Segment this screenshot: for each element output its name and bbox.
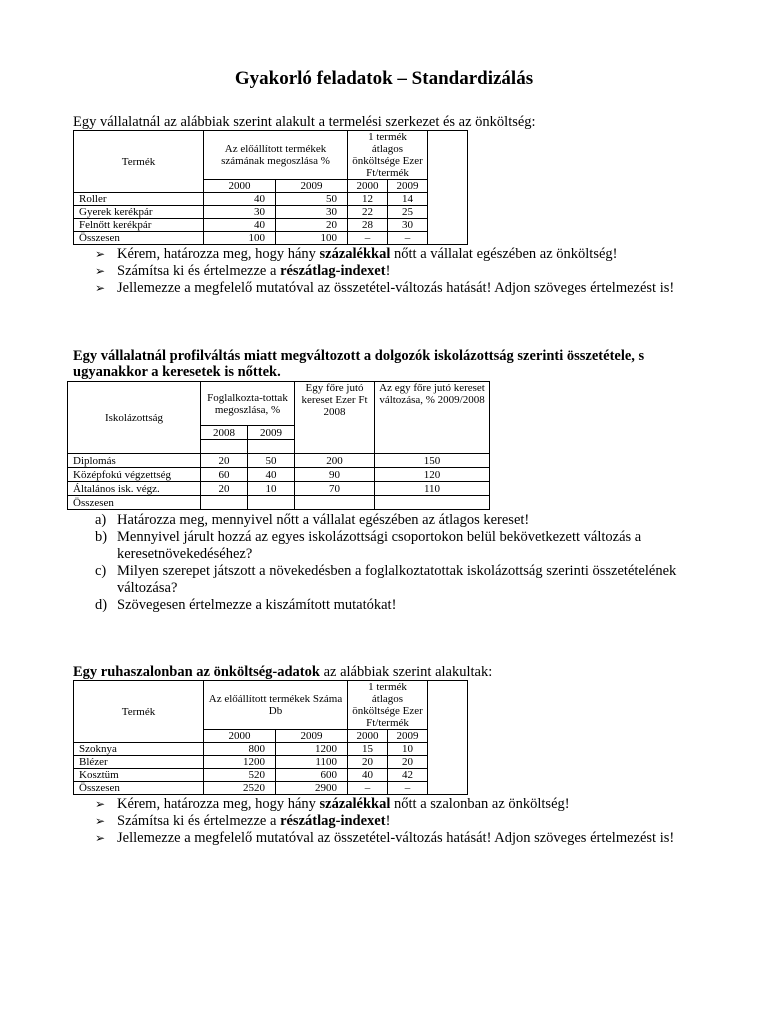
table-row <box>74 756 468 769</box>
table-row <box>74 193 468 206</box>
page-title: Gyakorló feladatok – Standardizálás <box>234 68 534 89</box>
table-row <box>74 782 468 795</box>
cell: 50 <box>248 454 295 468</box>
arrow-bullet-icon: ➢ <box>95 247 106 261</box>
cell: 2520 <box>204 782 276 795</box>
cell: 20 <box>201 454 248 468</box>
row-label: Kosztüm <box>74 769 204 782</box>
section2-task-list <box>95 512 685 614</box>
list-item: ➢ Kérem, határozza meg, hogy hány százalékkal nőtt a szalonban az önköltség! <box>95 796 570 812</box>
table-header-group: 1 termék átlagos önköltsége Ezer Ft/termék <box>348 681 428 730</box>
table-row <box>74 743 468 756</box>
list-item: c) Milyen szerepet játszott a növekedésben a foglalkoztatottak iskolázottság szerinti összetételének változása? <box>95 563 677 596</box>
cell: 120 <box>375 468 490 482</box>
row-label: Általános isk. végz. <box>68 482 201 496</box>
table-header-group: Foglalkozta-tottak megoszlása, % <box>201 382 295 426</box>
cell: 100 <box>276 232 348 245</box>
table-header-product: Termék <box>74 681 204 743</box>
row-label: Összesen <box>74 782 204 795</box>
cell: 600 <box>276 769 348 782</box>
section2-table <box>67 381 490 510</box>
section3-intro: Egy ruhaszalonban az önköltség-adatok az alábbiak szerint alakultak: <box>73 664 493 680</box>
cell: 40 <box>348 769 388 782</box>
table-empty-cell <box>248 440 295 454</box>
cell: 1200 <box>276 743 348 756</box>
table-row <box>68 454 490 468</box>
cell: 70 <box>295 482 375 496</box>
cell: 520 <box>204 769 276 782</box>
row-label: Szoknya <box>74 743 204 756</box>
cell: – <box>388 232 428 245</box>
table-header-year: 2009 <box>276 180 348 193</box>
cell: – <box>388 782 428 795</box>
arrow-bullet-icon: ➢ <box>95 281 106 295</box>
table-header-group: Az előállított termékek Száma Db <box>204 681 348 730</box>
list-item: ➢ Kérem, határozza meg, hogy hány százalékkal nőtt a vállalat egészében az önköltség! <box>95 246 618 262</box>
list-item: d) Szövegesen értelmezze a kiszámított mutatókat! <box>95 597 397 613</box>
list-item: b) Mennyivel járult hozzá az egyes iskolázottsági csoportokon belül bekövetkezett változás a keresetnövekedéséhez? <box>95 529 642 562</box>
list-item: a) Határozza meg, mennyivel nőtt a vállalat egészében az átlagos kereset! <box>95 512 530 528</box>
table-row <box>68 482 490 496</box>
cell: 40 <box>204 219 276 232</box>
table-empty-cell <box>201 440 248 454</box>
section3-table <box>73 680 468 795</box>
row-label: Felnőtt kerékpár <box>74 219 204 232</box>
table-header-year: 2009 <box>388 730 428 743</box>
cell: 30 <box>276 206 348 219</box>
table-row <box>74 769 468 782</box>
table-row <box>74 206 468 219</box>
row-label: Összesen <box>68 496 201 510</box>
cell: 15 <box>348 743 388 756</box>
cell: 14 <box>388 193 428 206</box>
cell: 800 <box>204 743 276 756</box>
table-empty-cell <box>428 131 468 245</box>
section1-intro: Egy vállalatnál az alábbiak szerint alakult a termelési szerkezet és az önköltség: <box>73 114 536 130</box>
list-item: ➢ Jellemezze a megfelelő mutatóval az összetétel-változás hatását! Adjon szöveges értelmezést is! <box>95 830 675 846</box>
row-label: Blézer <box>74 756 204 769</box>
table-header-group: Az előállított termékek számának megoszlása % <box>204 131 348 180</box>
section1-table <box>73 130 468 245</box>
cell: 10 <box>248 482 295 496</box>
table-header-year: 2000 <box>348 180 388 193</box>
cell: 30 <box>388 219 428 232</box>
table-header-group: 1 termék átlagos önköltsége Ezer Ft/termék <box>348 131 428 180</box>
cell: 1200 <box>204 756 276 769</box>
cell: 42 <box>388 769 428 782</box>
section2-intro: Egy vállalatnál profilváltás miatt megváltozott a dolgozók iskolázottság szerinti összetétele, s ugyanakkor a keresetek is nőttek. <box>73 348 645 380</box>
row-label: Gyerek kerékpár <box>74 206 204 219</box>
cell <box>201 496 248 510</box>
table-header-wage: Egy főre jutó kereset Ezer Ft 2008 <box>295 382 375 454</box>
cell: – <box>348 232 388 245</box>
table-header-year: 2000 <box>204 180 276 193</box>
arrow-bullet-icon: ➢ <box>95 814 106 828</box>
cell <box>375 496 490 510</box>
table-header-education: Iskolázottság <box>68 382 201 454</box>
list-item: ➢ Jellemezze a megfelelő mutatóval az összetétel-változás hatását! Adjon szöveges értelmezést is! <box>95 280 675 296</box>
table-header-product: Termék <box>74 131 204 193</box>
cell: 22 <box>348 206 388 219</box>
cell: – <box>348 782 388 795</box>
table-header-year: 2009 <box>388 180 428 193</box>
cell: 40 <box>248 468 295 482</box>
arrow-bullet-icon: ➢ <box>95 831 106 845</box>
cell: 25 <box>388 206 428 219</box>
section3-task-list <box>95 796 675 847</box>
cell: 12 <box>348 193 388 206</box>
cell: 10 <box>388 743 428 756</box>
table-header-year: 2008 <box>201 426 248 440</box>
cell: 30 <box>204 206 276 219</box>
cell: 20 <box>276 219 348 232</box>
table-header-year: 2009 <box>248 426 295 440</box>
row-label: Középfokú végzettség <box>68 468 201 482</box>
table-empty-cell <box>428 681 468 795</box>
cell <box>295 496 375 510</box>
cell: 100 <box>204 232 276 245</box>
section1-task-list <box>95 246 675 297</box>
cell: 28 <box>348 219 388 232</box>
table-row <box>68 468 490 482</box>
list-item: ➢ Számítsa ki és értelmezze a részátlag-indexet! <box>95 813 391 829</box>
arrow-bullet-icon: ➢ <box>95 797 106 811</box>
cell: 1100 <box>276 756 348 769</box>
cell <box>248 496 295 510</box>
table-row <box>68 496 490 510</box>
row-label: Összesen <box>74 232 204 245</box>
table-header-year: 2009 <box>276 730 348 743</box>
cell: 40 <box>204 193 276 206</box>
cell: 150 <box>375 454 490 468</box>
cell: 60 <box>201 468 248 482</box>
table-header-wage-change: Az egy főre jutó kereset változása, % 2009/2008 <box>375 382 490 454</box>
cell: 20 <box>388 756 428 769</box>
cell: 20 <box>201 482 248 496</box>
list-item: ➢ Számítsa ki és értelmezze a részátlag-indexet! <box>95 263 391 279</box>
table-header-year: 2000 <box>348 730 388 743</box>
cell: 2900 <box>276 782 348 795</box>
cell: 110 <box>375 482 490 496</box>
cell: 20 <box>348 756 388 769</box>
row-label: Diplomás <box>68 454 201 468</box>
row-label: Roller <box>74 193 204 206</box>
cell: 90 <box>295 468 375 482</box>
table-row <box>74 232 468 245</box>
arrow-bullet-icon: ➢ <box>95 264 106 278</box>
table-header-year: 2000 <box>204 730 276 743</box>
table-row <box>74 219 468 232</box>
cell: 50 <box>276 193 348 206</box>
cell: 200 <box>295 454 375 468</box>
